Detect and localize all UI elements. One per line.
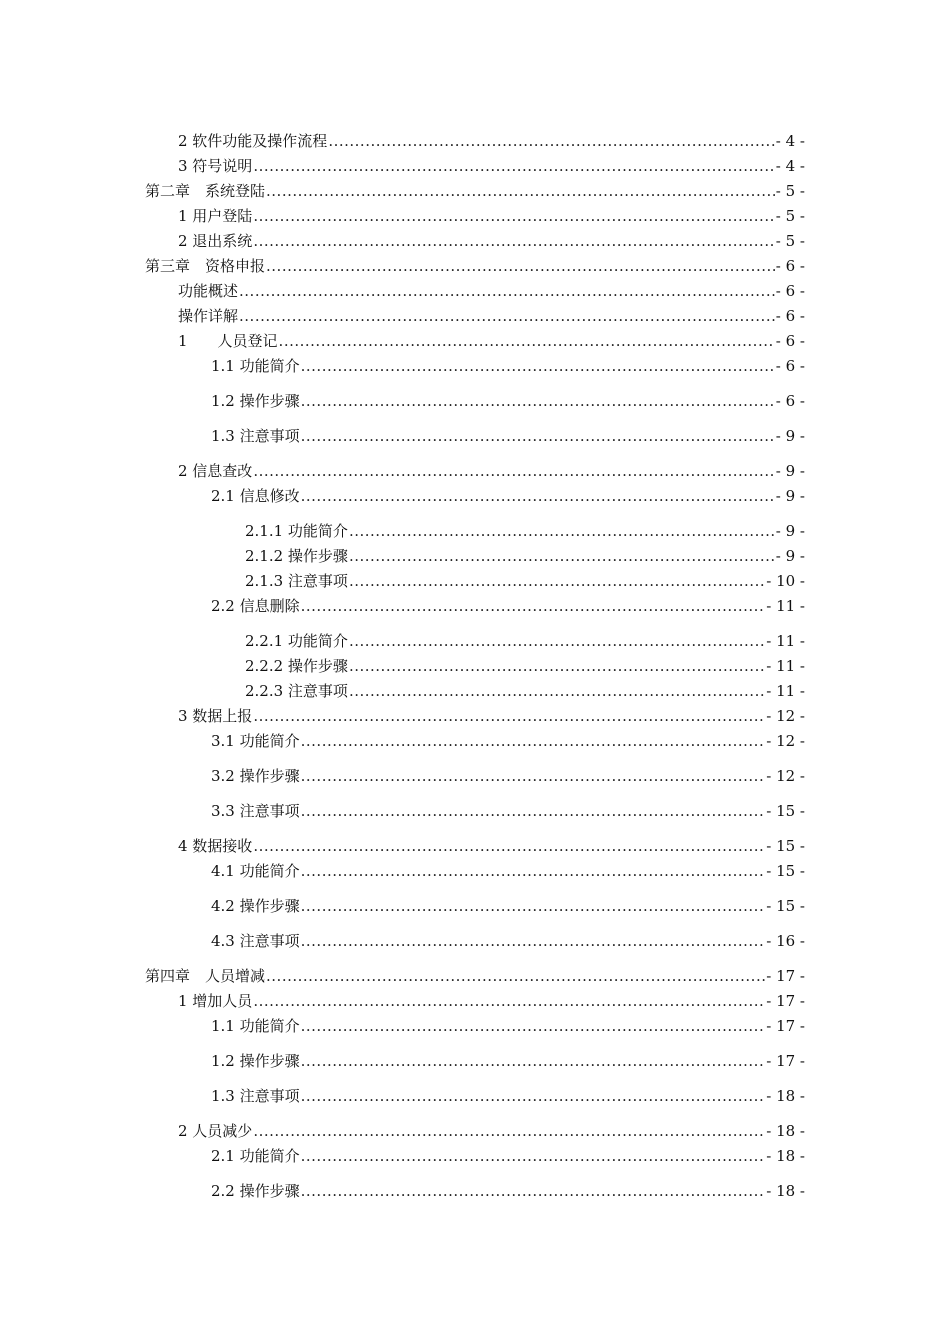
- toc-entry-label: 1.2 操作步骤: [211, 392, 300, 410]
- toc-entry-label: 操作详解: [178, 307, 239, 325]
- toc-dot-leader: [301, 1182, 766, 1200]
- toc-entry-page-number: - 17 -: [766, 1052, 805, 1070]
- toc-entry[interactable]: [211, 763, 805, 785]
- toc-entry[interactable]: [145, 963, 805, 985]
- toc-entry[interactable]: [211, 1143, 805, 1165]
- toc-entry-label: 2.2 信息删除: [211, 597, 300, 615]
- toc-dot-leader: [239, 282, 775, 300]
- toc-dot-leader: [301, 597, 766, 615]
- toc-entry-label: 2.2.1 功能简介: [245, 632, 348, 650]
- toc-entry-label: 1.1 功能简介: [211, 1017, 300, 1035]
- toc-dot-leader: [266, 182, 775, 200]
- toc-dot-leader: [301, 357, 775, 375]
- toc-dot-leader: [253, 157, 774, 175]
- toc-entry-page-number: - 18 -: [766, 1122, 805, 1140]
- toc-entry-page-number: - 9 -: [775, 522, 805, 540]
- toc-entry[interactable]: [178, 203, 805, 225]
- toc-entry-page-number: - 18 -: [766, 1147, 805, 1165]
- toc-entry[interactable]: [211, 483, 805, 505]
- toc-entry-label: 2.2.2 操作步骤: [245, 657, 348, 675]
- toc-entry-label: 2.1 信息修改: [211, 487, 300, 505]
- toc-dot-leader: [253, 207, 774, 225]
- toc-entry-label: 第二章 系统登陆: [145, 182, 266, 200]
- toc-entry-label: 2.1.1 功能简介: [245, 522, 348, 540]
- toc-dot-leader: [301, 862, 766, 880]
- toc-entry[interactable]: [178, 458, 805, 480]
- toc-entry[interactable]: [178, 278, 805, 300]
- toc-dot-leader: [301, 802, 766, 820]
- toc-entry-page-number: - 10 -: [766, 572, 805, 590]
- toc-entry-label: 2 退出系统: [178, 232, 253, 250]
- toc-dot-leader: [349, 657, 765, 675]
- toc-entry[interactable]: [178, 833, 805, 855]
- toc-entry-page-number: - 5 -: [775, 232, 805, 250]
- toc-entry-label: 4.1 功能简介: [211, 862, 300, 880]
- toc-entry-label: 3 数据上报: [178, 707, 253, 725]
- toc-entry-page-number: - 15 -: [766, 862, 805, 880]
- toc-dot-leader: [349, 682, 765, 700]
- toc-entry-page-number: - 11 -: [766, 597, 805, 615]
- toc-entry-label: 2.1 功能简介: [211, 1147, 300, 1165]
- toc-entry[interactable]: [211, 1013, 805, 1035]
- toc-entry-label: 4.2 操作步骤: [211, 897, 300, 915]
- toc-entry-label: 1.1 功能简介: [211, 357, 300, 375]
- toc-entry-page-number: - 17 -: [766, 1017, 805, 1035]
- toc-entry-label: 1 人员登记: [178, 332, 278, 350]
- toc-entry-page-number: - 18 -: [766, 1182, 805, 1200]
- toc-entry-label: 3.1 功能简介: [211, 732, 300, 750]
- toc-entry[interactable]: [245, 568, 805, 590]
- toc-entry-page-number: - 9 -: [775, 487, 805, 505]
- toc-entry-page-number: - 6 -: [775, 257, 805, 275]
- toc-dot-leader: [301, 1087, 766, 1105]
- toc-entry-page-number: - 6 -: [775, 282, 805, 300]
- toc-entry-page-number: - 4 -: [775, 157, 805, 175]
- toc-entry[interactable]: [211, 858, 805, 880]
- toc-entry[interactable]: [211, 388, 805, 410]
- toc-entry[interactable]: [178, 303, 805, 325]
- toc-entry[interactable]: [245, 678, 805, 700]
- toc-dot-leader: [279, 332, 775, 350]
- toc-entry[interactable]: [245, 518, 805, 540]
- toc-entry-page-number: - 5 -: [775, 207, 805, 225]
- toc-entry-page-number: - 12 -: [766, 767, 805, 785]
- toc-entry-page-number: - 12 -: [766, 707, 805, 725]
- toc-entry-page-number: - 6 -: [775, 332, 805, 350]
- toc-entry-page-number: - 17 -: [766, 992, 805, 1010]
- toc-entry-label: 1.2 操作步骤: [211, 1052, 300, 1070]
- toc-entry[interactable]: [145, 253, 805, 275]
- toc-dot-leader: [253, 992, 765, 1010]
- toc-entry[interactable]: [211, 728, 805, 750]
- toc-entry[interactable]: [178, 703, 805, 725]
- toc-entry-label: 3 符号说明: [178, 157, 253, 175]
- toc-entry[interactable]: [178, 153, 805, 175]
- toc-entry-label: 1 用户登陆: [178, 207, 253, 225]
- toc-entry-label: 功能概述: [178, 282, 239, 300]
- toc-entry[interactable]: [211, 893, 805, 915]
- toc-dot-leader: [253, 232, 774, 250]
- toc-entry-page-number: - 6 -: [775, 357, 805, 375]
- toc-entry[interactable]: [211, 423, 805, 445]
- toc-dot-leader: [301, 767, 766, 785]
- toc-entry-page-number: - 15 -: [766, 837, 805, 855]
- toc-dot-leader: [349, 547, 775, 565]
- toc-entry-label: 1.3 注意事项: [211, 427, 300, 445]
- toc-entry[interactable]: [211, 928, 805, 950]
- toc-entry[interactable]: [211, 1178, 805, 1200]
- toc-entry-page-number: - 12 -: [766, 732, 805, 750]
- toc-entry[interactable]: [178, 988, 805, 1010]
- toc-entry-page-number: - 15 -: [766, 897, 805, 915]
- toc-entry[interactable]: [178, 228, 805, 250]
- toc-entry-page-number: - 16 -: [766, 932, 805, 950]
- toc-dot-leader: [253, 462, 774, 480]
- toc-dot-leader: [349, 572, 765, 590]
- toc-entry-page-number: - 18 -: [766, 1087, 805, 1105]
- toc-dot-leader: [266, 257, 775, 275]
- toc-entry-label: 2.2.3 注意事项: [245, 682, 348, 700]
- toc-entry-label: 3.2 操作步骤: [211, 767, 300, 785]
- toc-entry[interactable]: [211, 798, 805, 820]
- toc-dot-leader: [239, 307, 775, 325]
- toc-entry-label: 1.3 注意事项: [211, 1087, 300, 1105]
- toc-dot-leader: [349, 522, 775, 540]
- toc-entry-page-number: - 6 -: [775, 307, 805, 325]
- toc-entry[interactable]: [245, 628, 805, 650]
- toc-entry[interactable]: [178, 128, 805, 150]
- toc-dot-leader: [301, 1147, 766, 1165]
- toc-entry-label: 1 增加人员: [178, 992, 253, 1010]
- toc-dot-leader: [301, 932, 766, 950]
- toc-dot-leader: [301, 427, 775, 445]
- toc-dot-leader: [253, 837, 765, 855]
- toc-entry-label: 2.1.2 操作步骤: [245, 547, 348, 565]
- toc-entry-page-number: - 11 -: [766, 682, 805, 700]
- toc-entry[interactable]: [211, 1048, 805, 1070]
- toc-entry-label: 第四章 人员增减: [145, 967, 266, 985]
- toc-dot-leader: [349, 632, 765, 650]
- toc-dot-leader: [328, 132, 774, 150]
- toc-dot-leader: [301, 487, 775, 505]
- toc-dot-leader: [301, 1052, 766, 1070]
- toc-entry[interactable]: [211, 353, 805, 375]
- toc-entry-page-number: - 11 -: [766, 632, 805, 650]
- toc-entry[interactable]: [211, 593, 805, 615]
- toc-entry-page-number: - 4 -: [775, 132, 805, 150]
- toc-entry[interactable]: [245, 653, 805, 675]
- toc-entry-page-number: - 9 -: [775, 547, 805, 565]
- toc-entry-page-number: - 11 -: [766, 657, 805, 675]
- toc-dot-leader: [253, 1122, 765, 1140]
- toc-entry-label: 2 软件功能及操作流程: [178, 132, 328, 150]
- toc-entry[interactable]: [245, 543, 805, 565]
- toc-dot-leader: [301, 732, 766, 750]
- toc-dot-leader: [301, 1017, 766, 1035]
- toc-entry-page-number: - 6 -: [775, 392, 805, 410]
- toc-entry-label: 2.1.3 注意事项: [245, 572, 348, 590]
- toc-entry-label: 3.3 注意事项: [211, 802, 300, 820]
- toc-dot-leader: [301, 897, 766, 915]
- toc-dot-leader: [301, 392, 775, 410]
- toc-entry-label: 4 数据接收: [178, 837, 253, 855]
- toc-entry-label: 4.3 注意事项: [211, 932, 300, 950]
- toc-entry-page-number: - 17 -: [766, 967, 805, 985]
- toc-entry[interactable]: [178, 1118, 805, 1140]
- toc-entry[interactable]: [145, 178, 805, 200]
- toc-entry-label: 第三章 资格申报: [145, 257, 266, 275]
- toc-entry[interactable]: [178, 328, 805, 350]
- toc-entry-page-number: - 9 -: [775, 427, 805, 445]
- toc-dot-leader: [266, 967, 765, 985]
- toc-entry-label: 2 信息查改: [178, 462, 253, 480]
- toc-entry-page-number: - 5 -: [775, 182, 805, 200]
- toc-entry-label: 2.2 操作步骤: [211, 1182, 300, 1200]
- toc-entry-page-number: - 9 -: [775, 462, 805, 480]
- toc-dot-leader: [253, 707, 765, 725]
- toc-entry[interactable]: [211, 1083, 805, 1105]
- toc-entry-page-number: - 15 -: [766, 802, 805, 820]
- toc-entry-label: 2 人员减少: [178, 1122, 253, 1140]
